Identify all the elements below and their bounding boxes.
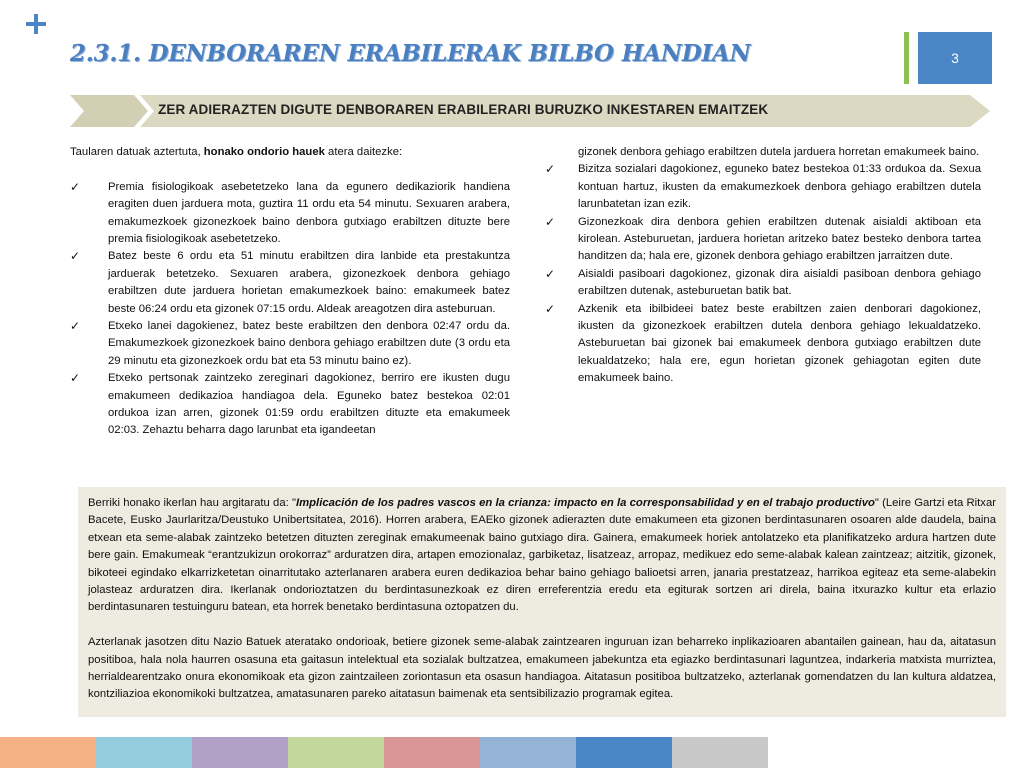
box-p1-before: Berriki honako ikerlan hau argitaratu da: " [88, 497, 296, 509]
list-item-text: Premia fisiologikoak asebetetzeko lana da egunero dedikaziorik handiena eragiten duen jarduera mota, guztira 11 ordu eta 54 minutu. Sexuaren arabera, emakumezkoek gizonezkoek baino denbora gutxiago erabiltzen dituzte bere premia fisiologikoak asebetetzeko. [108, 180, 510, 246]
list-item-text: Batez beste 6 ordu eta 51 minutu erabiltzen dira lanbide eta prestakuntza jarduerak betetzeko. Sexuaren arabera, gizonezkoek denbora gehiago erabiltzen dute jarduera horietan emakumezkoek baino: emakumeek batez beste 06:24 ordu eta gizonek 07:15 ordu. Aldeak areagotzen dira asteburuan. [108, 250, 510, 315]
list-item-text: Azkenik eta ibilbideei batez beste erabiltzen zaien denborari dagokionez, ikusten da gizonezkoek erabiltzen dutela denbora gehiago lekualdatzeko. Asteburuetan bai gizonek bai emakumeek denbora gutxiago erabiltzen dute lekualdatzeko; hala ere, egun horietan gizonek gehiagotan egiten dute emakumeek baino. [578, 302, 981, 385]
page-number: 3 [918, 32, 992, 84]
list-item-text: Etxeko pertsonak zaintzeko zereginari dagokionez, berriro ere ikusten dugu emakumeen dedikazioa handiagoa dela. Eguneko batez bestekoa 02:01 ordukoa izan arren, gizonek 01:59 ordu erabiltzen dituzte eta emakumeek 02:03. Zehaztu beharra dago larunbat eta igandeetan [108, 372, 510, 437]
checkmark-icon: ✓ [70, 249, 81, 264]
strip-segment [288, 737, 384, 768]
plus-icon [26, 14, 46, 34]
right-column [545, 144, 981, 388]
checkmark-icon: ✓ [70, 179, 81, 194]
list-item-text: Aisialdi pasiboari dagokionez, gizonak dira aisialdi pasiboan denbora gehiago erabiltzen dutenak, asteburuetan batik bat. [578, 267, 981, 298]
intro-bold: honako ondorio hauek [203, 146, 325, 158]
list-item-text: Gizonezkoak dira denbora gehien erabiltzen dutenak aisialdi aktiboan eta kirolean. Asteburuetan, jarduera horietan aritzeko batez besteko denbora tartea handitzen da; hala ere, gizonek denbora gehiago erabiltzen jarraitzen dute. [578, 215, 981, 263]
strip-segment [672, 737, 768, 768]
continued-text: gizonek denbora gehiago erabiltzen dutela jarduera horretan emakumeek baino. [578, 146, 980, 158]
list-item [545, 161, 981, 213]
study-title: Implicación de los padres vascos en la crianza: impacto en la corresponsabilidad y en el trabajo productivo [295, 497, 875, 509]
box-paragraph-1 [88, 495, 996, 617]
box-p1-after: " (Leire Gartzi eta Ritxar Bacete, Eusko Jaurlaritza/Deustuko Unibertsitatea, 2016). Horren arabera, EAEko gizonek adierazten dute emakumeen eta gizonen berdintasunaren osoaren alde daudela, baina etxean eta seme-alabak zaintzeko betetzen dituzten zereginak emakumeenak baino gutxiago dira. Gainera, emakumeek horiek antolatzeko eta planifikatzeko ardura hartzen dute bere gain. Emakumeak “erantzukizun orokorraz” arduratzen dira, artapen emozionalaz, garbiketaz, lisatzeaz, arropaz, medikuez edo seme-alabak kalean zaintzeaz; aitzitik, gizonek, bikoteei egindako elkarrizketetan oinarritutako azterlanaren arabera euren dedikazioa behar baino gehiago balioetsi arren, janaria prestatzeaz, harrikoa egiteaz eta seme-alabekin jolasteaz arduratzen dira. Ikerlanak ondorioztatzen du berdintasunezkoak ez diren erreferentzia eredu eta egiturak sortzen ari direla, baina itxurazko kultur eta erlazio berdintasunaren testuinguru batean, eta horrek benetako berdintasuna oztopatzen du. [88, 497, 996, 614]
subtitle-banner [70, 95, 990, 127]
color-strip [0, 737, 768, 768]
accent-bar [904, 32, 909, 84]
study-summary-box [78, 487, 1006, 717]
list-item [70, 318, 510, 370]
list-item [70, 179, 510, 249]
list-item [70, 370, 510, 440]
box-paragraph-2: Azterlanak jasotzen ditu Nazio Batuek ateratako ondorioak, betiere gizonek seme-alabak zaintzearen inguruan izan beharreko inplikazioaren abantailen gainean, hau da, aitatasun positiboa, hala nola haurren osasuna eta gaitasun intelektual eta sozialak bultzatzea, emakumeen jabekuntza eta egiazko berdintasunari laguntzea, indarkeria matxista murriztea, herrialdearentzako onura ekonomikoak eta gizon zaintzaileen zoriontasun eta osasun handiagoa. Aitatasun positiboa bultzatzeko, azterlanak gomendatzen du lan kultura aldatzea, kontziliazioa ekonomikoki bultzatzea, amatasunaren pareko aitatasun baimenak eta sentsibilizazio programak egitea. [88, 636, 996, 701]
checkmark-icon: ✓ [70, 319, 81, 334]
section-subtitle: ZER ADIERAZTEN DIGUTE DENBORAREN ERABILERARI BURUZKO INKESTAREN EMAITZEK [158, 102, 769, 117]
left-column [70, 144, 510, 440]
strip-segment [480, 737, 576, 768]
checkmark-icon: ✓ [545, 162, 556, 177]
list-item [70, 248, 510, 318]
strip-segment [192, 737, 288, 768]
strip-segment [0, 737, 96, 768]
strip-segment [384, 737, 480, 768]
list-item [545, 214, 981, 266]
list-item-text: Bizitza sozialari dagokionez, eguneko batez bestekoa 01:33 ordukoa da. Sexua kontuan hartuz, ikusten da emakumezkoek denbora gehiago erabiltzen dutela larunbatetan izan ezik. [578, 163, 981, 211]
strip-segment [96, 737, 192, 768]
conclusions-list-right [545, 161, 981, 387]
checkmark-icon: ✓ [545, 301, 556, 316]
list-item [545, 301, 981, 388]
checkmark-icon: ✓ [545, 266, 556, 281]
list-item [545, 266, 981, 301]
strip-segment [576, 737, 672, 768]
intro-text [70, 144, 510, 161]
intro-before: Taularen datuak aztertuta, [70, 146, 204, 158]
list-item-text: Etxeko lanei dagokienez, batez beste erabiltzen den denbora 02:47 ordu da. Emakumezkoek gizonezkoek baino denbora gehiago erabiltzen dute (3 ordu eta 29 minutu eta gizonezkoek ordu bat eta 53 minutu baino ez). [108, 320, 510, 367]
conclusions-list-left [70, 179, 510, 440]
intro-after: atera daitezke: [324, 146, 403, 158]
checkmark-icon: ✓ [545, 214, 556, 229]
page-title: 2.3.1. DENBORAREN ERABILERAK BILBO HANDIAN [70, 40, 751, 67]
checkmark-icon: ✓ [70, 371, 81, 386]
